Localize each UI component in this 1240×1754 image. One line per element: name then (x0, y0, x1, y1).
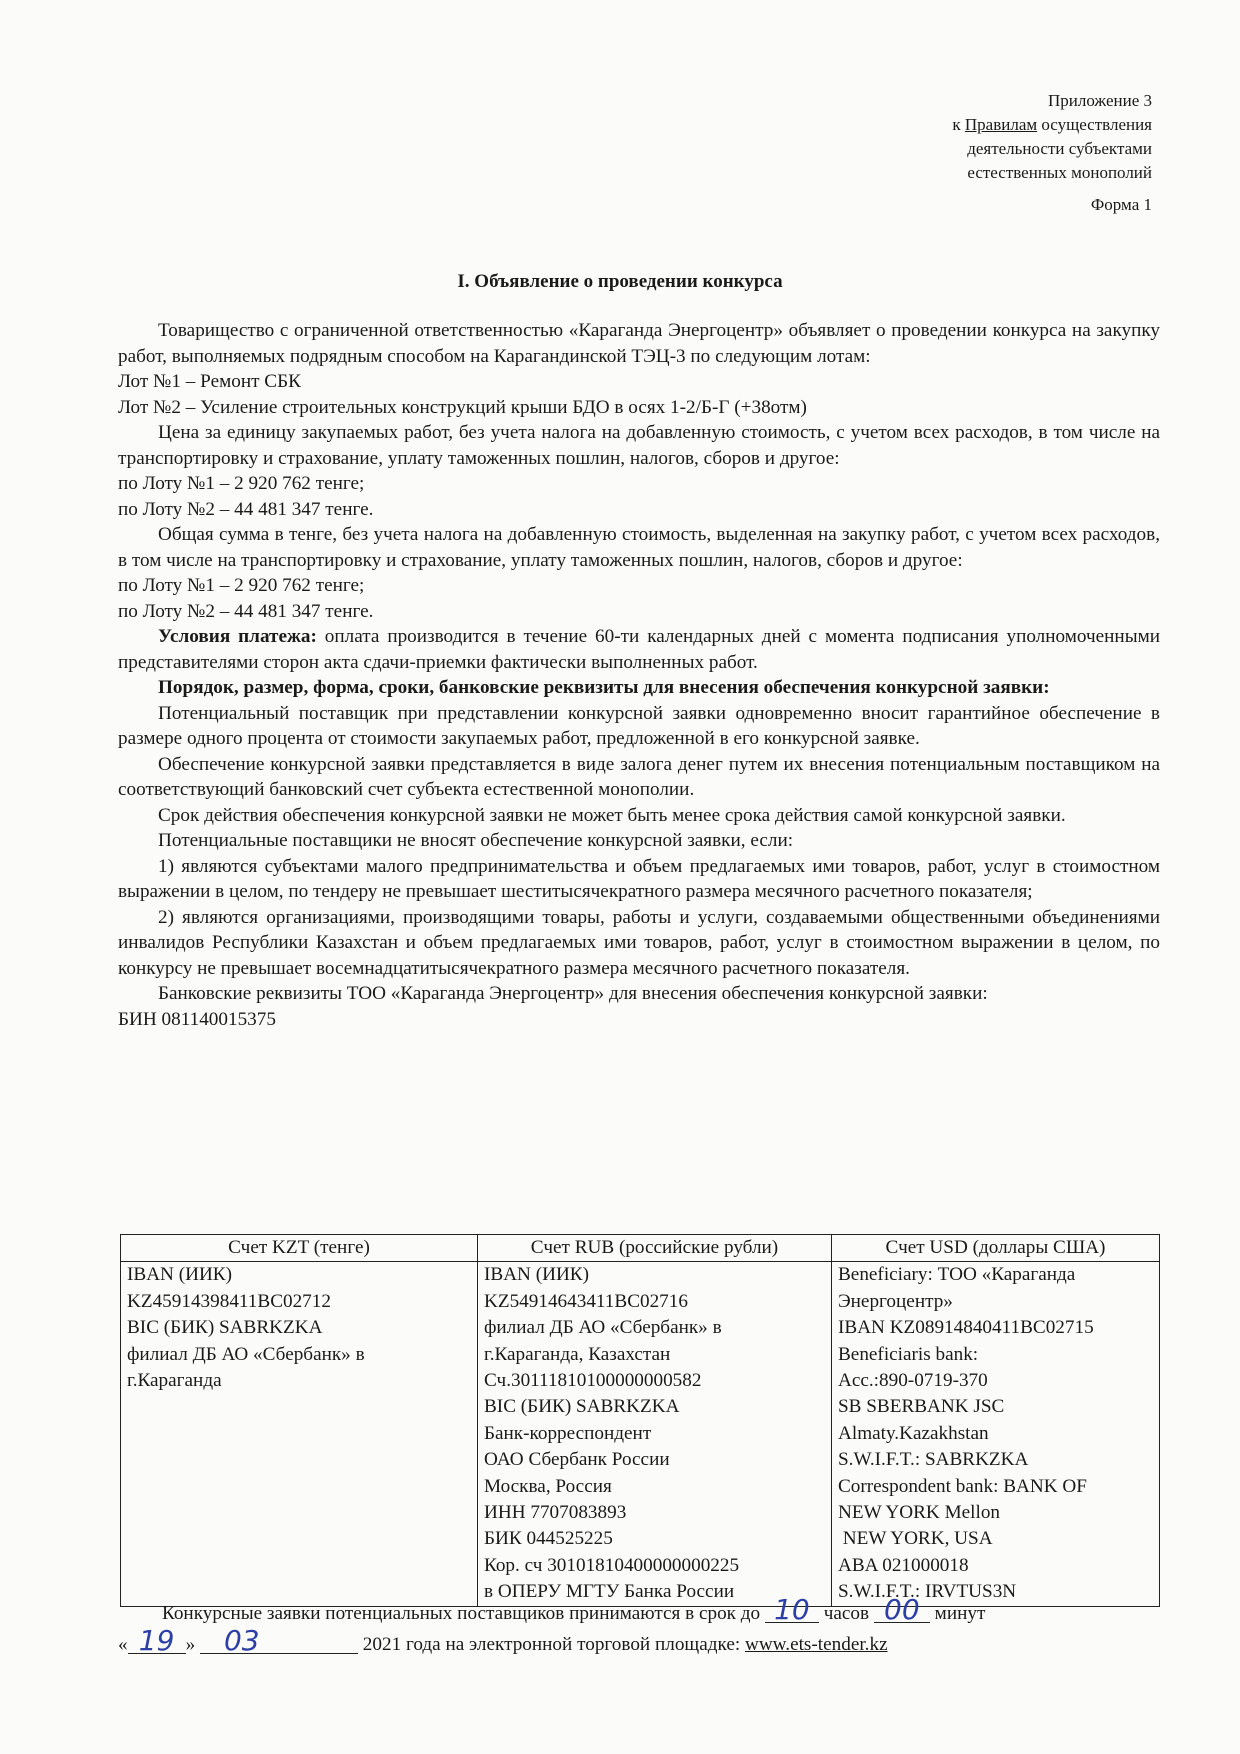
appendix-number: Приложение 3 (1048, 91, 1152, 110)
bank-details-table (120, 1234, 1160, 1607)
lot-1: Лот №1 – Ремонт СБК (118, 371, 301, 392)
table-header-row (121, 1235, 1160, 1262)
security-paragraph-3: Срок действия обеспечения конкурсной заявки не может быть менее срока действия самой конкурсной заявки. (158, 804, 1066, 826)
total-amount-lot-2: по Лоту №2 – 44 481 347 тенге. (118, 600, 374, 622)
document-title: I. Объявление о проведении конкурса (457, 271, 783, 292)
lot-2: Лот №2 – Усиление строительных конструкций крыши БДО в осях 1-2/Б-Г (+38отм) (118, 396, 807, 418)
announcement-body (118, 318, 1160, 1032)
intro-paragraph: Товарищество с ограниченной ответственностью «Караганда Энергоцентр» объявляет о проведении конкурса на закупку работ, выполняемых подрядным способом на Карагандинской ТЭЦ-3 по следующим лотам: (118, 320, 1160, 367)
security-paragraph-2: Обеспечение конкурсной заявки представляется в виде залога денег путем их внесения потенциальным поставщиком на соответствующий банковский счет субъекта естественной монополии. (118, 753, 1160, 800)
header-usd: Счет USD (доллары США) (832, 1235, 1160, 1262)
unit-price-paragraph: Цена за единицу закупаемых работ, без учета налога на добавленную стоимость, с учетом всех расходов, в том числе на транспортировку и страхование, уплату таможенных пошлин, налогов, сборов и другое: (118, 422, 1160, 469)
bin-number: БИН 081140015375 (118, 1008, 276, 1030)
unit-price-lot-2: по Лоту №2 – 44 481 347 тенге. (118, 498, 374, 520)
handwritten-minutes: 00 (874, 1598, 930, 1623)
payment-terms: Условия платежа: оплата производится в течение 60-ти календарных дней с момента подписания уполномоченными представителями сторон акта сдачи-приемки фактически выполненных работ. (118, 626, 1161, 673)
deadline-date-line: « 19 » 03 2021 года на электронной торговой площадке: www.ets-tender.kz (118, 1624, 888, 1657)
handwritten-month: 03 (200, 1629, 358, 1654)
exemption-intro: Потенциальные поставщики не вносят обеспечение конкурсной заявки, если: (158, 830, 794, 851)
header-kzt: Счет KZT (тенге) (121, 1235, 478, 1262)
submission-deadline (118, 1593, 1160, 1660)
ets-tender-link[interactable]: www.ets-tender.kz (744, 1634, 888, 1655)
total-amount-paragraph: Общая сумма в тенге, без учета налога на добавленную стоимость, выделенная на закупку работ, с учетом всех расходов, в том числе на транспортировку и страхование, уплату таможенных пошлин, налогов, сборов и другое: (118, 524, 1160, 571)
table-row (121, 1262, 1160, 1606)
appendix-line4: естественных монополий (967, 163, 1152, 182)
usd-account-cell: Beneficiary: ТОО «Караганда Энергоцентр» IBAN KZ08914840411BC02715 Beneficiaris bank: Acc.:890-0719-370 SB SBERBANK JSC Almaty.Kazakhstan S.W.I.F.T.: SABRKZKA Correspondent bank: BANK OF NEW YORK Mellon NEW YORK, USA ABA 021000018 S.W.I.F.T.: IRVTUS3N (832, 1262, 1160, 1606)
exemption-item-1: 1) являются субъектами малого предпринимательства и объем предлагаемых ими товаров, работ, услуг в стоимостном выражении в целом, по тендеру не превышает шеститысячекратного размера месячного расчетного показателя; (118, 855, 1160, 902)
form-number: Форма 1 (1090, 195, 1152, 214)
kzt-account-cell: IBAN (ИИК) KZ45914398411BC02712 BIC (БИК) SABRKZKA филиал ДБ АО «Сбербанк» в г.Караганда (121, 1262, 478, 1606)
exemption-item-2: 2) являются организациями, производящими товары, работы и услуги, создаваемыми общественными объединениями инвалидов Республики Казахстан и объем предлагаемых ими товаров, работ, услуг в стоимостном выражении в целом, по конкурсу не превышает восемнадцатитысячекратного размера месячного расчетного показателя. (118, 906, 1160, 979)
total-amount-lot-1: по Лоту №1 – 2 920 762 тенге; (118, 575, 365, 596)
security-paragraph-1: Потенциальный поставщик при представлении конкурсной заявки одновременно вносит гарантийное обеспечение в размере одного процента от стоимости закупаемых работ, предложенной в его конкурсной заявке. (118, 702, 1160, 749)
security-heading: Порядок, размер, форма, сроки, банковские реквизиты для внесения обеспечения конкурсной заявки: (158, 677, 1050, 698)
unit-price-lot-1: по Лоту №1 – 2 920 762 тенге; (118, 473, 365, 494)
rub-account-cell: IBAN (ИИК) KZ54914643411BC02716 филиал ДБ АО «Сбербанк» в г.Караганда, Казахстан Сч.30111810100000000582 BIC (БИК) SABRKZKA Банк-корреспондент ОАО Сбербанк России Москва, Россия ИНН 7707083893 БИК 044525225 Кор. сч 30101810400000000225 в ОПЕРУ МГТУ Банка России (478, 1262, 832, 1606)
deadline-time-line: Конкурсные заявки потенциальных поставщиков принимаются в срок до 10 часов 00 минут (162, 1593, 986, 1626)
payment-terms-label: Условия платежа: (158, 626, 317, 647)
appendix-header (752, 89, 1152, 185)
header-rub: Счет RUB (российские рубли) (478, 1235, 832, 1262)
handwritten-day: 19 (128, 1629, 186, 1654)
appendix-rules-line: к Правилам осуществления (952, 115, 1152, 134)
handwritten-hours: 10 (765, 1598, 819, 1623)
bank-details-intro: Банковские реквизиты ТОО «Караганда Энергоцентр» для внесения обеспечения конкурсной заявки: (158, 983, 988, 1004)
appendix-line3: деятельности субъектами (967, 139, 1152, 158)
rules-link[interactable]: Правилам (964, 115, 1038, 134)
